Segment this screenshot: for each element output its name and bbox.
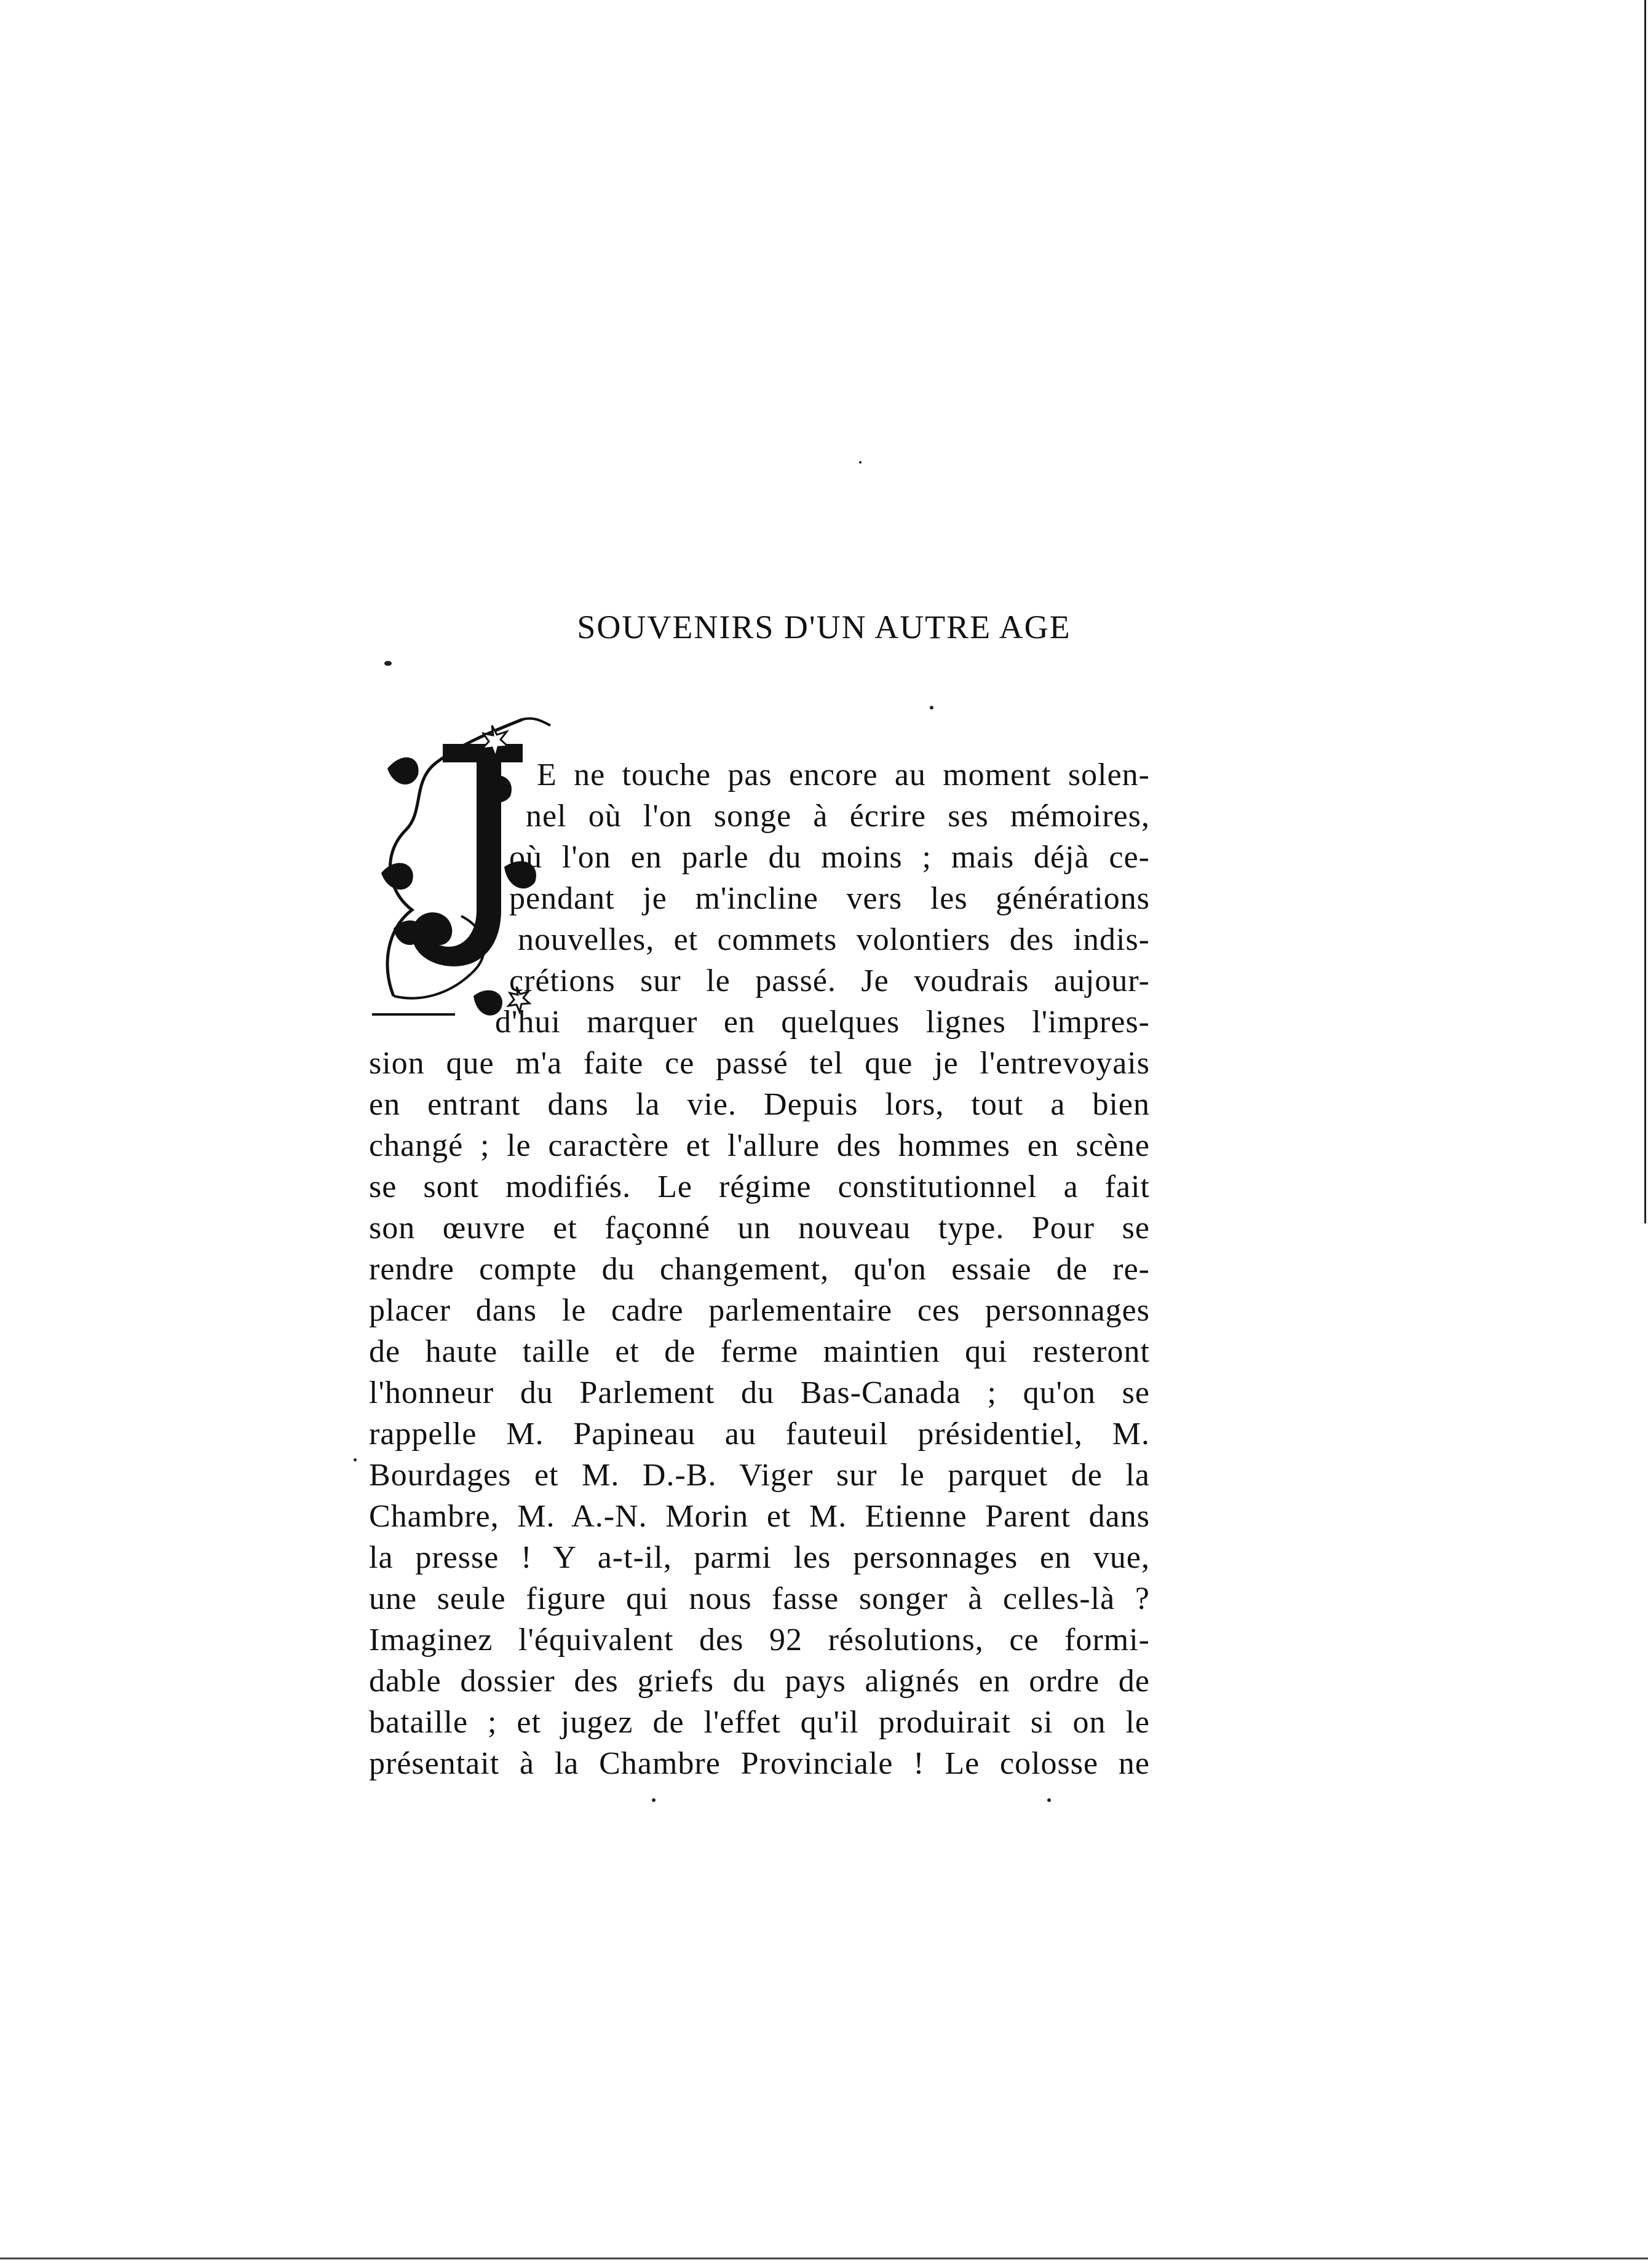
body-text (369, 754, 1150, 1784)
text-line: sion que m'a faite ce passé tel que je l'entrevoyais (369, 1046, 1150, 1081)
scan-speck (1047, 1798, 1051, 1802)
text-line: dable dossier des griefs du pays alignés en ordre de (369, 1664, 1150, 1699)
text-line: rappelle M. Papineau au fauteuil présidentiel, M. (369, 1417, 1150, 1452)
scan-speck (384, 661, 392, 666)
lines-full-width (369, 1043, 1150, 1784)
text-line: E ne touche pas encore au moment solen- (537, 757, 1150, 792)
scan-edge-line (1644, 0, 1646, 1223)
scan-speck (930, 706, 933, 709)
text-line: placer dans le cadre parlementaire ces personnages (369, 1293, 1150, 1328)
scan-speck (354, 1458, 357, 1461)
text-line: Bourdages et M. D.-B. Viger sur le parquet de la (369, 1458, 1150, 1493)
page-title: SOUVENIRS D'UN AUTRE AGE (577, 609, 1071, 646)
text-line: où l'on en parle du moins ; mais déjà ce- (509, 840, 1150, 875)
scan-speck (859, 461, 862, 464)
text-line: Imaginez l'équivalent des 92 résolutions, ce formi- (369, 1622, 1150, 1658)
text-line: se sont modifiés. Le régime constitutionnel a fait (369, 1169, 1150, 1204)
text-line: de haute taille et de ferme maintien qui resteront (369, 1334, 1150, 1369)
text-line: bataille ; et jugez de l'effet qu'il produirait si on le (369, 1705, 1150, 1740)
text-line: d'hui marquer en quelques lignes l'impres- (495, 1005, 1150, 1040)
text-line: la presse ! Y a-t-il, parmi les personnages en vue, (369, 1540, 1150, 1575)
text-line: son œuvre et façonné un nouveau type. Pour se (369, 1211, 1150, 1246)
text-line: nouvelles, et commets volontiers des indis- (518, 922, 1150, 957)
text-line: pendant je m'incline vers les générations (509, 881, 1150, 916)
text-line: l'honneur du Parlement du Bas-Canada ; qu'on se (369, 1375, 1150, 1410)
scan-speck (652, 1798, 656, 1802)
text-line: nel où l'on songe à écrire ses mémoires, (526, 799, 1150, 834)
text-line: rendre compte du changement, qu'on essaie de re- (369, 1252, 1150, 1287)
text-line: présentait à la Chambre Provinciale ! Le colosse ne (369, 1746, 1150, 1781)
text-line: en entrant dans la vie. Depuis lors, tout a bien (369, 1087, 1150, 1122)
text-line: crétions sur le passé. Je voudrais aujour- (509, 963, 1150, 998)
text-line: Chambre, M. A.-N. Morin et M. Etienne Parent dans (369, 1499, 1150, 1534)
text-line: une seule figure qui nous fasse songer à celles-là ? (369, 1581, 1150, 1616)
scan-bottom-line (0, 2258, 1648, 2259)
lines-beside-initial (369, 754, 1150, 1043)
text-line: changé ; le caractère et l'allure des hommes en scène (369, 1128, 1150, 1163)
